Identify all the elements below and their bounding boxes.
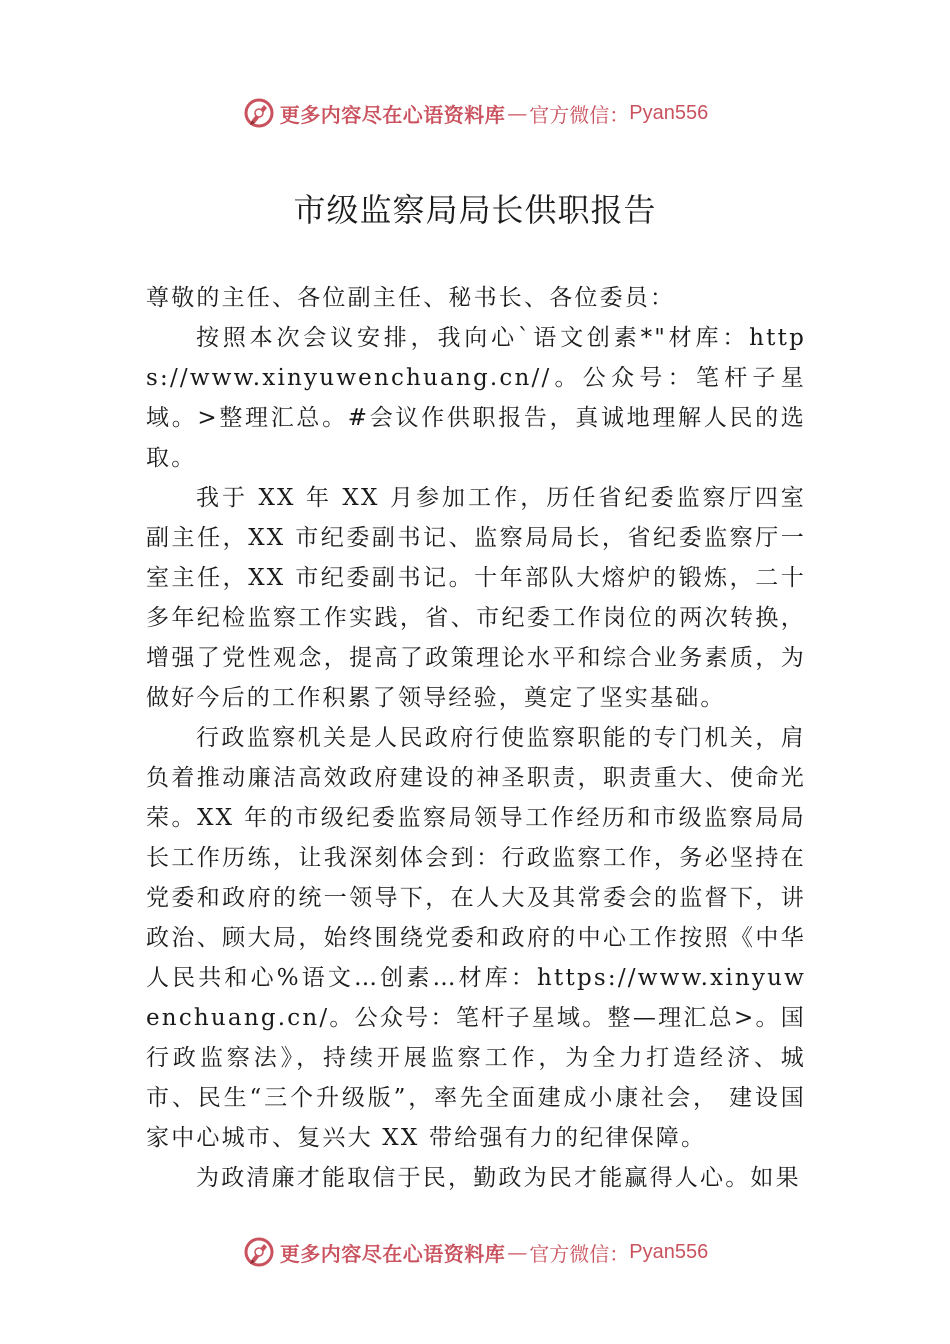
banner-slogan: 更多内容尽在心语资料库 bbox=[279, 1241, 506, 1266]
banner-separator: — bbox=[507, 101, 528, 125]
footer-banner bbox=[0, 1232, 950, 1272]
header-banner bbox=[0, 93, 950, 133]
banner-wechat-id: Pyan556 bbox=[629, 101, 709, 124]
document-body bbox=[146, 278, 806, 1198]
pen-logo-icon bbox=[242, 1235, 276, 1269]
banner-wechat-label: 官方微信： bbox=[529, 1241, 630, 1266]
paragraph-3: 行政监察机关是人民政府行使监察职能的专门机关，肩负着推动廉洁高效政府建设的神圣职责，职责重大、使命光荣。XX 年的市级纪委监察局领导工作经历和市级监察局局长工作历练，让我深刻体会到：行政监察工作，务必坚持在党委和政府的统一领导下，在人大及其常委会的监督下，讲政治、顾大局，始终围绕党委和政府的中心工作按照《中华人民共和心%语文…创素…材库：https://www.xinyuwenchuang.cn/。公众号：笔杆子星域。整—理汇总>。国行政监察法》，持续开展监察工作，为全力打造经济、城市、民生“三个升级版”，率先全面建成小康社会， 建设国家中心城市、复兴大 XX 带给强有力的纪律保障。 bbox=[146, 725, 806, 1151]
pen-logo-icon bbox=[242, 96, 276, 130]
banner-wechat-id: Pyan556 bbox=[629, 1240, 709, 1263]
banner-separator: — bbox=[507, 1240, 528, 1264]
paragraph-2: 我于 XX 年 XX 月参加工作，历任省纪委监察厅四室副主任，XX 市纪委副书记、监察局局长，省纪委监察厅一室主任，XX 市纪委副书记。十年部队大熔炉的锻炼，二十多年纪检监察工作实践，省、市纪委工作岗位的两次转换，增强了党性观念，提高了政策理论水平和综合业务素质，为做好今后的工作积累了领导经验，奠定了坚实基础。 bbox=[146, 485, 806, 711]
banner-slogan: 更多内容尽在心语资料库 bbox=[279, 102, 506, 127]
paragraph-1: 按照本次会议安排，我向心`语文创素*"材库：https://www.xinyuwenchuang.cn//。公众号：笔杆子星域。>整理汇总。#会议作供职报告，真诚地理解人民的选取。 bbox=[146, 325, 806, 471]
banner-wechat-label: 官方微信： bbox=[529, 102, 630, 127]
salutation: 尊敬的主任、各位副主任、秘书长、各位委员： bbox=[146, 285, 676, 311]
document-title: 市级监察局局长供职报告 bbox=[293, 191, 657, 229]
paragraph-4: 为政清廉才能取信于民，勤政为民才能赢得人心。如果 bbox=[196, 1165, 801, 1191]
